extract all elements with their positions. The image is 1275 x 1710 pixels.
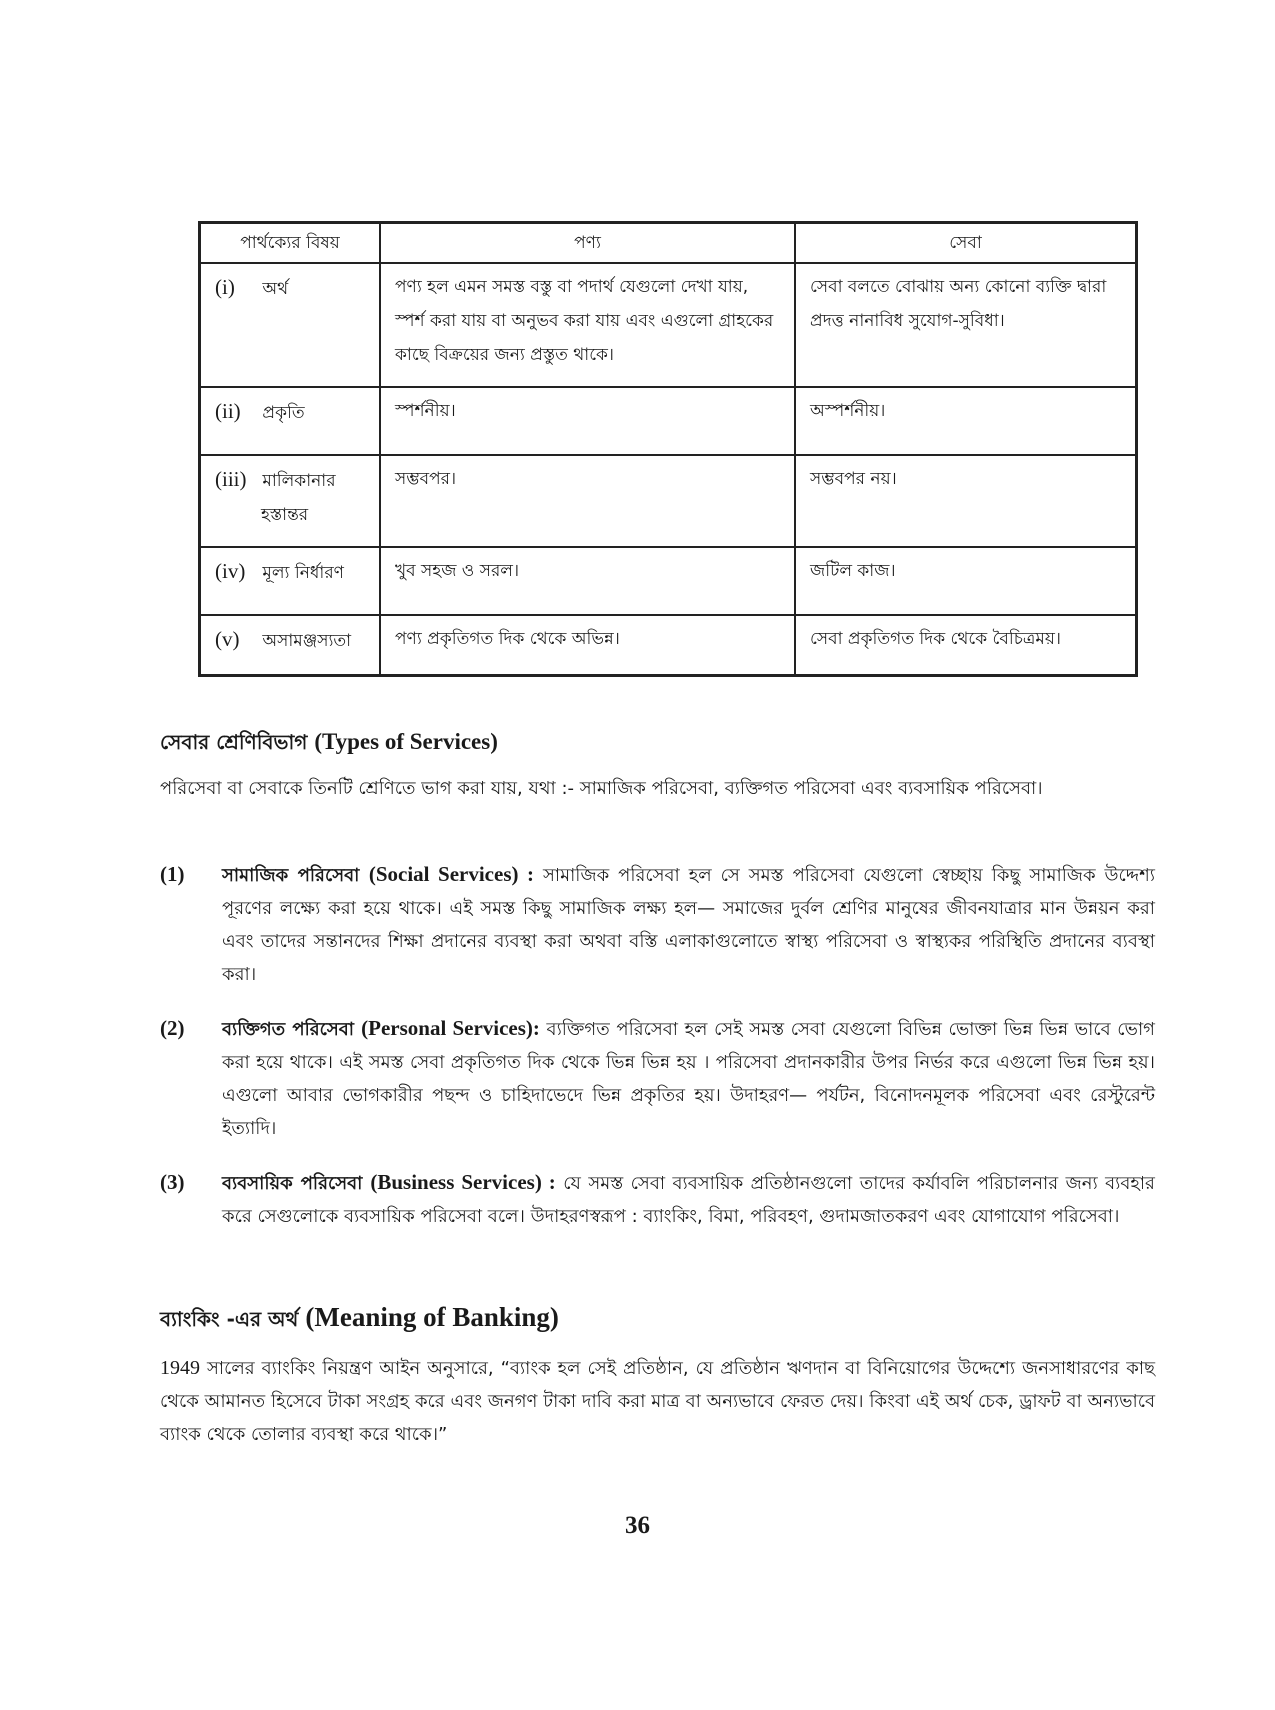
aspect-label: মালিকানার — [262, 471, 336, 491]
item-title — [222, 1170, 556, 1194]
header-goods: পণ্য — [380, 223, 795, 264]
services-cell: জটিল কাজ। — [795, 547, 1137, 615]
goods-vs-services-table — [198, 221, 1138, 677]
item-title-bn: ব্যবসায়িক পরিসেবা — [222, 1173, 363, 1194]
types-intro-paragraph: পরিসেবা বা সেবাকে তিনটি শ্রেণিতে ভাগ করা যায়, যথা :- সামাজিক পরিসেবা, ব্যক্তিগত পরিসেবা এবং ব্যবসায়িক পরিসেবা। — [160, 778, 1043, 799]
goods-cell: খুব সহজ ও সরল। — [380, 547, 795, 615]
banking-definition-text: সালের ব্যাংকিং নিয়ন্ত্রণ আইন অনুসারে, “ব্যাংক হল সেই প্রতিষ্ঠান, যে প্রতিষ্ঠান ঋণদান বা বিনিয়োগের উদ্দেশ্যে জনসাধারণের কাছ থেকে আমানত হিসেবে টাকা সংগ্রহ করে এবং জনগণ টাকা দাবি করা মাত্র বা অন্যভাবে ফেরত দেয়। কিংবা এই অর্থ চেক, ড্রাফট বা অন্যভাবে ব্যাংক থেকে তোলার ব্যবস্থা করে থাকে।” — [160, 1358, 1155, 1445]
banking-definition-paragraph — [160, 1352, 1155, 1451]
page-number: 36 — [625, 1512, 650, 1539]
aspect-cell — [200, 387, 381, 455]
row-number: (i) — [215, 275, 235, 299]
header-services: সেবা — [795, 223, 1137, 264]
item-text: যে সমস্ত সেবা ব্যবসায়িক প্রতিষ্ঠানগুলো তাদের কর্যাবলি পরিচালনার জন্য ব্যবহার করে সেগুলোকে ব্যবসায়িক পরিসেবা বলে। উদাহরণস্বরূপ : ব্যাংকিং, বিমা, পরিবহণ, গুদামজাতকরণ এবং যোগাযোগ পরিসেবা। — [222, 1173, 1155, 1227]
item-text: সামাজিক পরিসেবা হল সে সমস্ত পরিসেবা যেগুলো স্বেচ্ছায় কিছু সামাজিক উদ্দেশ্য পূরণের লক্ষ্যে করা হয়ে থাকে। এই সমস্ত কিছু সামাজিক লক্ষ্য হল— সমাজের দুর্বল শ্রেণির মানুষের জীবনযাত্রার মান উন্নয়ন করা এবং তাদের সন্তানদের শিক্ষা প্রদানের ব্যবস্থা করা অথবা বস্তি এলাকাগুলোতে স্বাস্থ্য পরিসেবা ও স্বাস্থ্যকর পরিস্থিতি প্রদানের ব্যবস্থা করা। — [222, 865, 1155, 985]
header-aspect: পার্থক্যের বিষয় — [200, 223, 381, 264]
table-row — [200, 263, 1137, 387]
aspect-label-continued: হস্তান্তর — [261, 505, 309, 525]
list-item — [160, 1012, 1155, 1145]
services-cell: সম্ভবপর নয়। — [795, 455, 1137, 547]
item-title-bn: ব্যক্তিগত পরিসেবা — [222, 1019, 354, 1040]
table-header-row — [200, 223, 1137, 264]
aspect-label: অর্থ — [262, 279, 289, 299]
heading-en: (Types of Services) — [314, 729, 498, 754]
aspect-label: প্রকৃতি — [262, 403, 305, 423]
item-number: (3) — [160, 1170, 185, 1194]
item-number: (1) — [160, 862, 185, 886]
item-title-en: (Personal Services): — [361, 1016, 540, 1040]
services-cell: সেবা বলতে বোঝায় অন্য কোনো ব্যক্তি দ্বারা প্রদত্ত নানাবিধ সুযোগ-সুবিধা। — [795, 263, 1137, 387]
item-title — [222, 1016, 540, 1040]
aspect-cell — [200, 547, 381, 615]
heading-bn: সেবার শ্রেণিবিভাগ — [160, 730, 308, 754]
goods-cell: সম্ভবপর। — [380, 455, 795, 547]
meaning-of-banking-heading — [160, 1302, 559, 1338]
goods-cell: স্পর্শনীয়। — [380, 387, 795, 455]
heading-bn: ব্যাংকিং -এর অর্থ — [160, 1307, 299, 1331]
goods-cell: পণ্য প্রকৃতিগত দিক থেকে অভিন্ন। — [380, 615, 795, 676]
list-item — [160, 858, 1155, 991]
services-cell: সেবা প্রকৃতিগত দিক থেকে বৈচিত্রময়। — [795, 615, 1137, 676]
types-of-services-heading — [160, 728, 498, 761]
row-number: (iv) — [215, 559, 246, 583]
table-row — [200, 387, 1137, 455]
aspect-label: অসামঞ্জস্যতা — [262, 631, 352, 651]
item-title-en: (Business Services) : — [370, 1170, 556, 1194]
item-text: ব্যক্তিগত পরিসেবা হল সেই সমস্ত সেবা যেগুলো বিভিন্ন ভোক্তা ভিন্ন ভিন্ন ভাবে ভোগ করা হয়ে থাকে। এই সমস্ত সেবা প্রকৃতিগত দিক থেকে ভিন্ন ভিন্ন হয় । পরিসেবা প্রদানকারীর উপর নির্ভর করে এগুলো ভিন্ন ভিন্ন হয়। এগুলো আবার ভোগকারীর পছন্দ ও চাহিদাভেদে ভিন্ন প্রকৃতির হয়। উদাহরণ— পর্যটন, বিনোদনমূলক পরিসেবা এবং রেস্টুরেন্ট ইত্যাদি। — [222, 1019, 1155, 1139]
table-row — [200, 455, 1137, 547]
table-row — [200, 615, 1137, 676]
heading-en: (Meaning of Banking) — [305, 1302, 559, 1332]
row-number: (v) — [215, 627, 240, 651]
item-title — [222, 862, 534, 886]
aspect-cell — [200, 455, 381, 547]
goods-cell: পণ্য হল এমন সমস্ত বস্তু বা পদার্থ যেগুলো দেখা যায়, স্পর্শ করা যায় বা অনুভব করা যায় এবং এগুলো গ্রাহকের কাছে বিক্রয়ের জন্য প্রস্তুত থাকে। — [380, 263, 795, 387]
year: 1949 — [160, 1357, 200, 1379]
list-item — [160, 1166, 1155, 1233]
item-number: (2) — [160, 1016, 185, 1040]
item-title-en: (Social Services) : — [368, 862, 534, 886]
services-cell: অস্পর্শনীয়। — [795, 387, 1137, 455]
item-title-bn: সামাজিক পরিসেবা — [222, 865, 360, 886]
aspect-cell — [200, 263, 381, 387]
row-number: (iii) — [215, 467, 247, 491]
aspect-label: মূল্য নির্ধারণ — [262, 563, 344, 583]
aspect-cell — [200, 615, 381, 676]
row-number: (ii) — [215, 399, 241, 423]
table-row — [200, 547, 1137, 615]
